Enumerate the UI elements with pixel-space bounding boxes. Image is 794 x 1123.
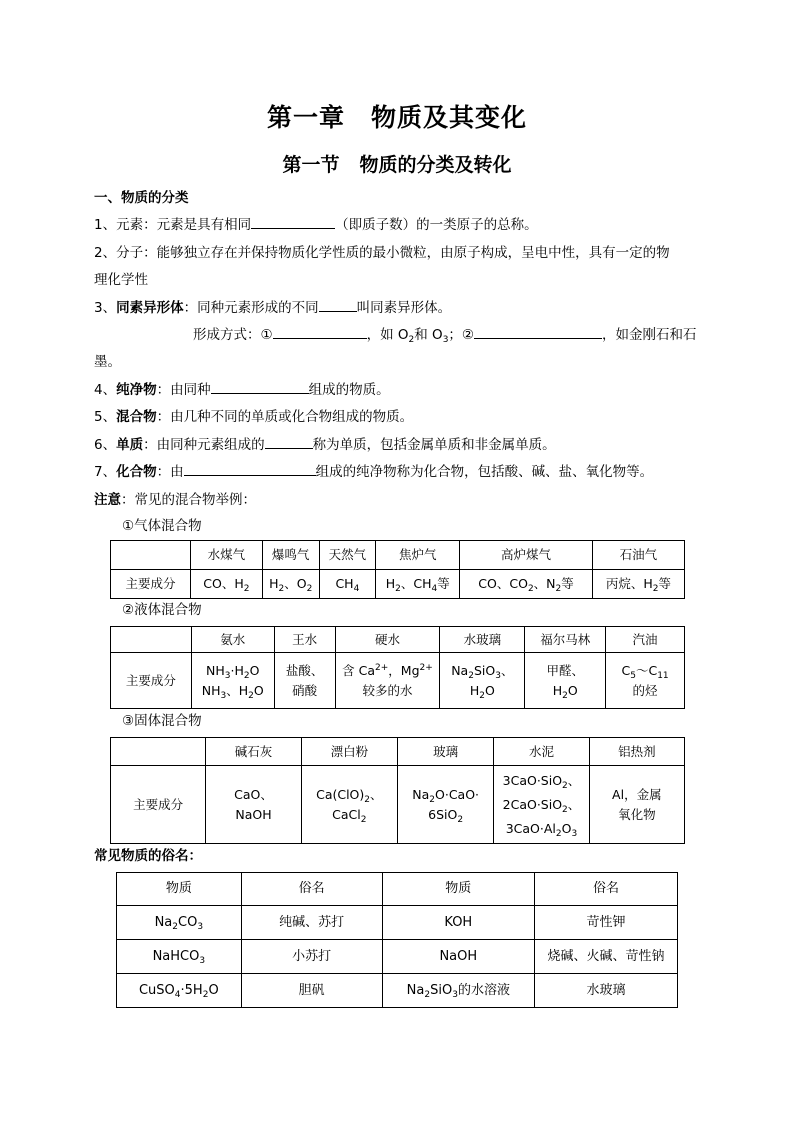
subscript: 2 (360, 814, 367, 825)
term-element-substance: 单质 (116, 437, 144, 453)
table-header-cell: 物质 (117, 873, 242, 906)
cell-text: 较多的水 (362, 682, 413, 698)
cell-text: O (249, 662, 260, 678)
subscript: 11 (657, 670, 669, 681)
subscript: 3 (199, 955, 206, 966)
table-cell (589, 766, 684, 844)
common-names-heading: 常见物质的俗名： (94, 848, 202, 864)
subscript: 4 (431, 584, 438, 594)
table-header-cell: 俗名 (534, 873, 677, 906)
subscript: 5 (630, 670, 636, 681)
subscript: 2 (248, 690, 254, 701)
subscript: 4 (174, 989, 181, 1000)
fill-blank[interactable] (184, 462, 316, 476)
table-cell (460, 570, 593, 599)
subscript: 2 (555, 828, 562, 839)
table-cell (117, 906, 242, 940)
item-number: 5、 (94, 409, 117, 425)
cell-text: 硝酸 (292, 682, 318, 698)
row-label-cell: 主要成分 (111, 653, 192, 709)
table-header-cell: 硬水 (335, 627, 440, 653)
table-cell: KOH (382, 906, 534, 940)
table-cell (301, 766, 397, 844)
table-header-cell: 焦炉气 (376, 541, 460, 570)
table-header-cell: 石油气 (592, 541, 684, 570)
cell-text: 、 (500, 662, 514, 678)
subscript: 2 (243, 584, 250, 594)
item-element-substance (94, 435, 556, 455)
subscript: 3 (452, 989, 458, 1000)
table-cell (262, 570, 319, 599)
subscript: 2 (429, 794, 436, 805)
subscript: 2 (408, 335, 415, 345)
item-compound-text-2: 组成的纯净物称为化合物，包括酸、碱、盐、氧化物等。 (315, 464, 654, 480)
cell-text: 、H (226, 682, 249, 698)
table-header-cell: 汽油 (606, 627, 685, 653)
item-allotrope-methods (193, 325, 697, 345)
item-number: 3、 (94, 300, 117, 316)
row-label-cell: 主要成分 (111, 570, 191, 599)
cell-text: 含 Ca (342, 662, 376, 678)
table-row (117, 940, 678, 974)
subscript: 3 (224, 670, 231, 681)
cell-text: 2CaO·SiO (502, 796, 563, 812)
table-header-cell: 漂白粉 (301, 738, 397, 766)
note-term: 注意 (94, 492, 121, 508)
table-cell (111, 627, 192, 653)
table-header-cell: 水泥 (494, 738, 589, 766)
table-header-cell: 水煤气 (190, 541, 262, 570)
cell-text: 、 (567, 772, 581, 788)
cell-text: CuSO (138, 982, 175, 998)
cell-text: SiO (430, 982, 453, 998)
table-cell (376, 570, 460, 599)
cell-text: ·5H (180, 982, 203, 998)
item-molecule: 2、分子：能够独立存在并保持物质化学性质的最小微粒，由原子构成，呈电中性，具有一定的物 (94, 245, 670, 261)
item-molecule-cont: 理化学性 (94, 272, 148, 288)
table-header-cell: 氨水 (191, 627, 274, 653)
table-header-row (111, 627, 685, 653)
cell-text: 3CaO·SiO (502, 772, 563, 788)
table-cell (397, 766, 493, 844)
superscript: 2+ (419, 662, 433, 673)
table-cell (606, 653, 685, 709)
subscript: 2 (243, 670, 250, 681)
table-cell: 苛性钾 (534, 906, 677, 940)
cell-text: Na (154, 914, 173, 930)
fill-blank[interactable] (319, 298, 357, 312)
cell-text: H (385, 576, 396, 591)
example-o2: ，如 O (366, 327, 409, 343)
table-header-cell: 福尔马林 (525, 627, 606, 653)
subscript: 2 (562, 804, 568, 815)
table-cell: 胆矾 (241, 974, 382, 1008)
subscript: 2 (527, 584, 534, 594)
cell-text: 的水溶液 (457, 982, 510, 998)
table-cell: 小苏打 (241, 940, 382, 974)
cell-text: H (469, 682, 480, 698)
section-name: 物质的分类及转化 (359, 154, 512, 176)
subscript: 2 (306, 584, 313, 594)
item-number: 6、 (94, 437, 117, 453)
cell-text: ，Mg (388, 662, 420, 678)
cell-text: 、 (370, 786, 383, 802)
item-element-substance-text-2: 称为单质，包括金属单质和非金属单质。 (312, 437, 556, 453)
subscript: 3 (442, 335, 449, 345)
cell-text: NaHCO (152, 948, 200, 964)
table-row (117, 906, 678, 940)
item-allotrope (94, 298, 451, 318)
table-header-cell: 天然气 (319, 541, 376, 570)
table-header-cell: 俗名 (241, 873, 382, 906)
fill-blank[interactable] (211, 380, 309, 394)
item-pure-substance (94, 380, 390, 400)
chapter-title (0, 98, 794, 134)
item-allotrope-methods-cont: 墨。 (94, 354, 121, 370)
table-cell (206, 766, 301, 844)
table-header-cell: 高炉煤气 (460, 541, 593, 570)
item-element-text-2: （即质子数）的一类原子的总称。 (335, 217, 538, 233)
solid-mixture-table (110, 737, 685, 844)
cell-text: 、CH (400, 576, 432, 591)
table-cell (111, 541, 191, 570)
cell-text: ～C (635, 662, 658, 678)
item-pure-text: ：由同种 (156, 382, 211, 398)
cell-text: Ca(ClO) (316, 786, 365, 802)
subscript: 2 (479, 690, 485, 701)
item-pure-text-2: 组成的物质。 (308, 382, 390, 398)
section-title (0, 150, 794, 177)
common-names-table (116, 872, 678, 1008)
item-allotrope-text-2: 叫同素异形体。 (356, 300, 452, 316)
table-header-cell: 物质 (382, 873, 534, 906)
cell-text: 等 (561, 576, 574, 591)
subscript: 2 (457, 814, 464, 825)
chapter-name: 物质及其变化 (371, 103, 528, 132)
table-header-row (117, 873, 678, 906)
table-header-cell: 爆鸣气 (262, 541, 319, 570)
cell-text: 等 (658, 576, 671, 591)
cell-text: 的烃 (632, 682, 658, 698)
table-cell (440, 653, 525, 709)
subscript: 2 (562, 690, 568, 701)
subscript: 2 (202, 989, 209, 1000)
subscript: 4 (353, 584, 360, 594)
method-2-label: ；② (448, 327, 475, 343)
cell-text: NH (206, 662, 225, 678)
cell-text: ·H (230, 662, 244, 678)
superscript: 2+ (375, 662, 389, 673)
cell-text: O·CaO· (435, 786, 480, 802)
table-row (111, 570, 685, 599)
example-o3: 和 O (414, 327, 443, 343)
table-header-cell: 王水 (274, 627, 335, 653)
cell-text: CO (178, 914, 198, 930)
table-cell (335, 653, 440, 709)
table-cell (525, 653, 606, 709)
table-header-cell: 铝热剂 (589, 738, 684, 766)
fill-blank[interactable] (265, 435, 313, 449)
table-row (111, 653, 685, 709)
chapter-number: 第一章 (266, 103, 345, 132)
cell-text: CO、H (203, 576, 244, 591)
cell-text: 等 (437, 576, 450, 591)
cell-text: H (269, 576, 279, 591)
subscript: 2 (424, 989, 431, 1000)
note-line (94, 490, 256, 510)
item-compound-text: ：由 (156, 464, 184, 480)
cell-text: 、N (533, 576, 556, 591)
table-row (111, 766, 685, 844)
subscript: 2 (468, 670, 474, 681)
heading-classification: 一、物质的分类 (94, 190, 189, 206)
item-compound (94, 462, 653, 482)
subscript: 2 (395, 584, 401, 594)
term-mixture: 混合物 (116, 409, 157, 425)
cell-text: 6SiO (428, 806, 458, 822)
table-header-row (111, 738, 685, 766)
table-cell: NaOH (382, 940, 534, 974)
table-header-cell: 碱石灰 (206, 738, 301, 766)
table-cell (191, 653, 274, 709)
common-names-label: 常见物质的俗名 (94, 848, 189, 864)
table-cell (592, 570, 684, 599)
subscript: 2 (555, 584, 562, 594)
table-cell (319, 570, 376, 599)
term-pure-substance: 纯净物 (116, 382, 157, 398)
cell-text: 、O (284, 576, 307, 591)
cell-text: CaCl (332, 806, 361, 822)
cell-text: CaO、 (234, 786, 273, 802)
cell-text: 、 (567, 796, 581, 812)
gas-mixture-table (110, 540, 685, 599)
table-header-cell: 玻璃 (397, 738, 493, 766)
subscript: 2 (172, 921, 179, 932)
cell-text: 甲醛、 (546, 662, 584, 678)
cell-text: NH (201, 682, 221, 698)
cell-text: O (484, 682, 495, 698)
table-header-cell: 水玻璃 (440, 627, 525, 653)
method-1-label: 形成方式：① (193, 327, 273, 343)
subscript: 2 (562, 780, 568, 791)
example-diamond: ，如金刚石和石 (602, 327, 697, 343)
liquid-mixture-table (110, 626, 685, 709)
table-cell (274, 653, 335, 709)
subscript: 3 (220, 690, 227, 701)
term-compound: 化合物 (116, 464, 157, 480)
cell-text: O (561, 820, 572, 836)
cell-text: O (253, 682, 264, 698)
fill-blank[interactable] (474, 325, 602, 339)
term-allotrope: 同素异形体 (116, 300, 184, 316)
cell-text: SiO (473, 662, 496, 678)
cell-text: CH (335, 576, 354, 591)
cell-text: O (208, 982, 219, 998)
table-row (117, 974, 678, 1008)
section-number: 第一节 (282, 154, 340, 176)
gas-mixture-label: ①气体混合物 (122, 518, 202, 534)
subscript: 3 (197, 921, 204, 932)
cell-text: Na (451, 662, 469, 678)
subscript: 2 (652, 584, 659, 594)
table-cell (494, 766, 589, 844)
subscript: 3 (495, 670, 501, 681)
item-mixture (94, 407, 413, 427)
fill-blank[interactable] (251, 215, 335, 229)
note-text: ：常见的混合物举例： (121, 492, 256, 508)
table-cell: 水玻璃 (534, 974, 677, 1008)
table-cell (382, 974, 534, 1008)
cell-text: 3CaO·Al (505, 820, 556, 836)
cell-text: 氧化物 (618, 806, 656, 822)
cell-text: 丙烷、H (605, 576, 653, 591)
cell-text: Na (406, 982, 425, 998)
subscript: 2 (364, 794, 371, 805)
table-cell (117, 974, 242, 1008)
solid-mixture-label: ③固体混合物 (122, 713, 202, 729)
cell-text: NaOH (235, 806, 272, 822)
item-number: 4、 (94, 382, 117, 398)
subscript: 2 (278, 584, 285, 594)
cell-text: Na (412, 786, 430, 802)
table-cell (111, 738, 206, 766)
cell-text: C (621, 662, 631, 678)
table-cell (190, 570, 262, 599)
fill-blank[interactable] (273, 325, 367, 339)
table-cell (117, 940, 242, 974)
subscript: 3 (571, 828, 578, 839)
item-element-substance-text: ：由同种元素组成的 (143, 437, 265, 453)
liquid-mixture-label: ②液体混合物 (122, 602, 202, 618)
table-header-row (111, 541, 685, 570)
cell-text: 盐酸、 (285, 662, 324, 678)
cell-text: O (567, 682, 578, 698)
cell-text: Al，金属 (612, 786, 662, 802)
row-label-cell: 主要成分 (111, 766, 206, 844)
cell-text: CO、CO (478, 576, 528, 591)
item-allotrope-text: ：同种元素形成的不同 (183, 300, 319, 316)
table-cell: 纯碱、苏打 (241, 906, 382, 940)
item-element (94, 215, 538, 235)
item-mixture-text: ：由几种不同的单质或化合物组成的物质。 (156, 409, 414, 425)
cell-text: H (552, 682, 563, 698)
item-element-text: 1、元素：元素是具有相同 (94, 217, 252, 233)
item-number: 7、 (94, 464, 117, 480)
table-cell: 烧碱、火碱、苛性钠 (534, 940, 677, 974)
